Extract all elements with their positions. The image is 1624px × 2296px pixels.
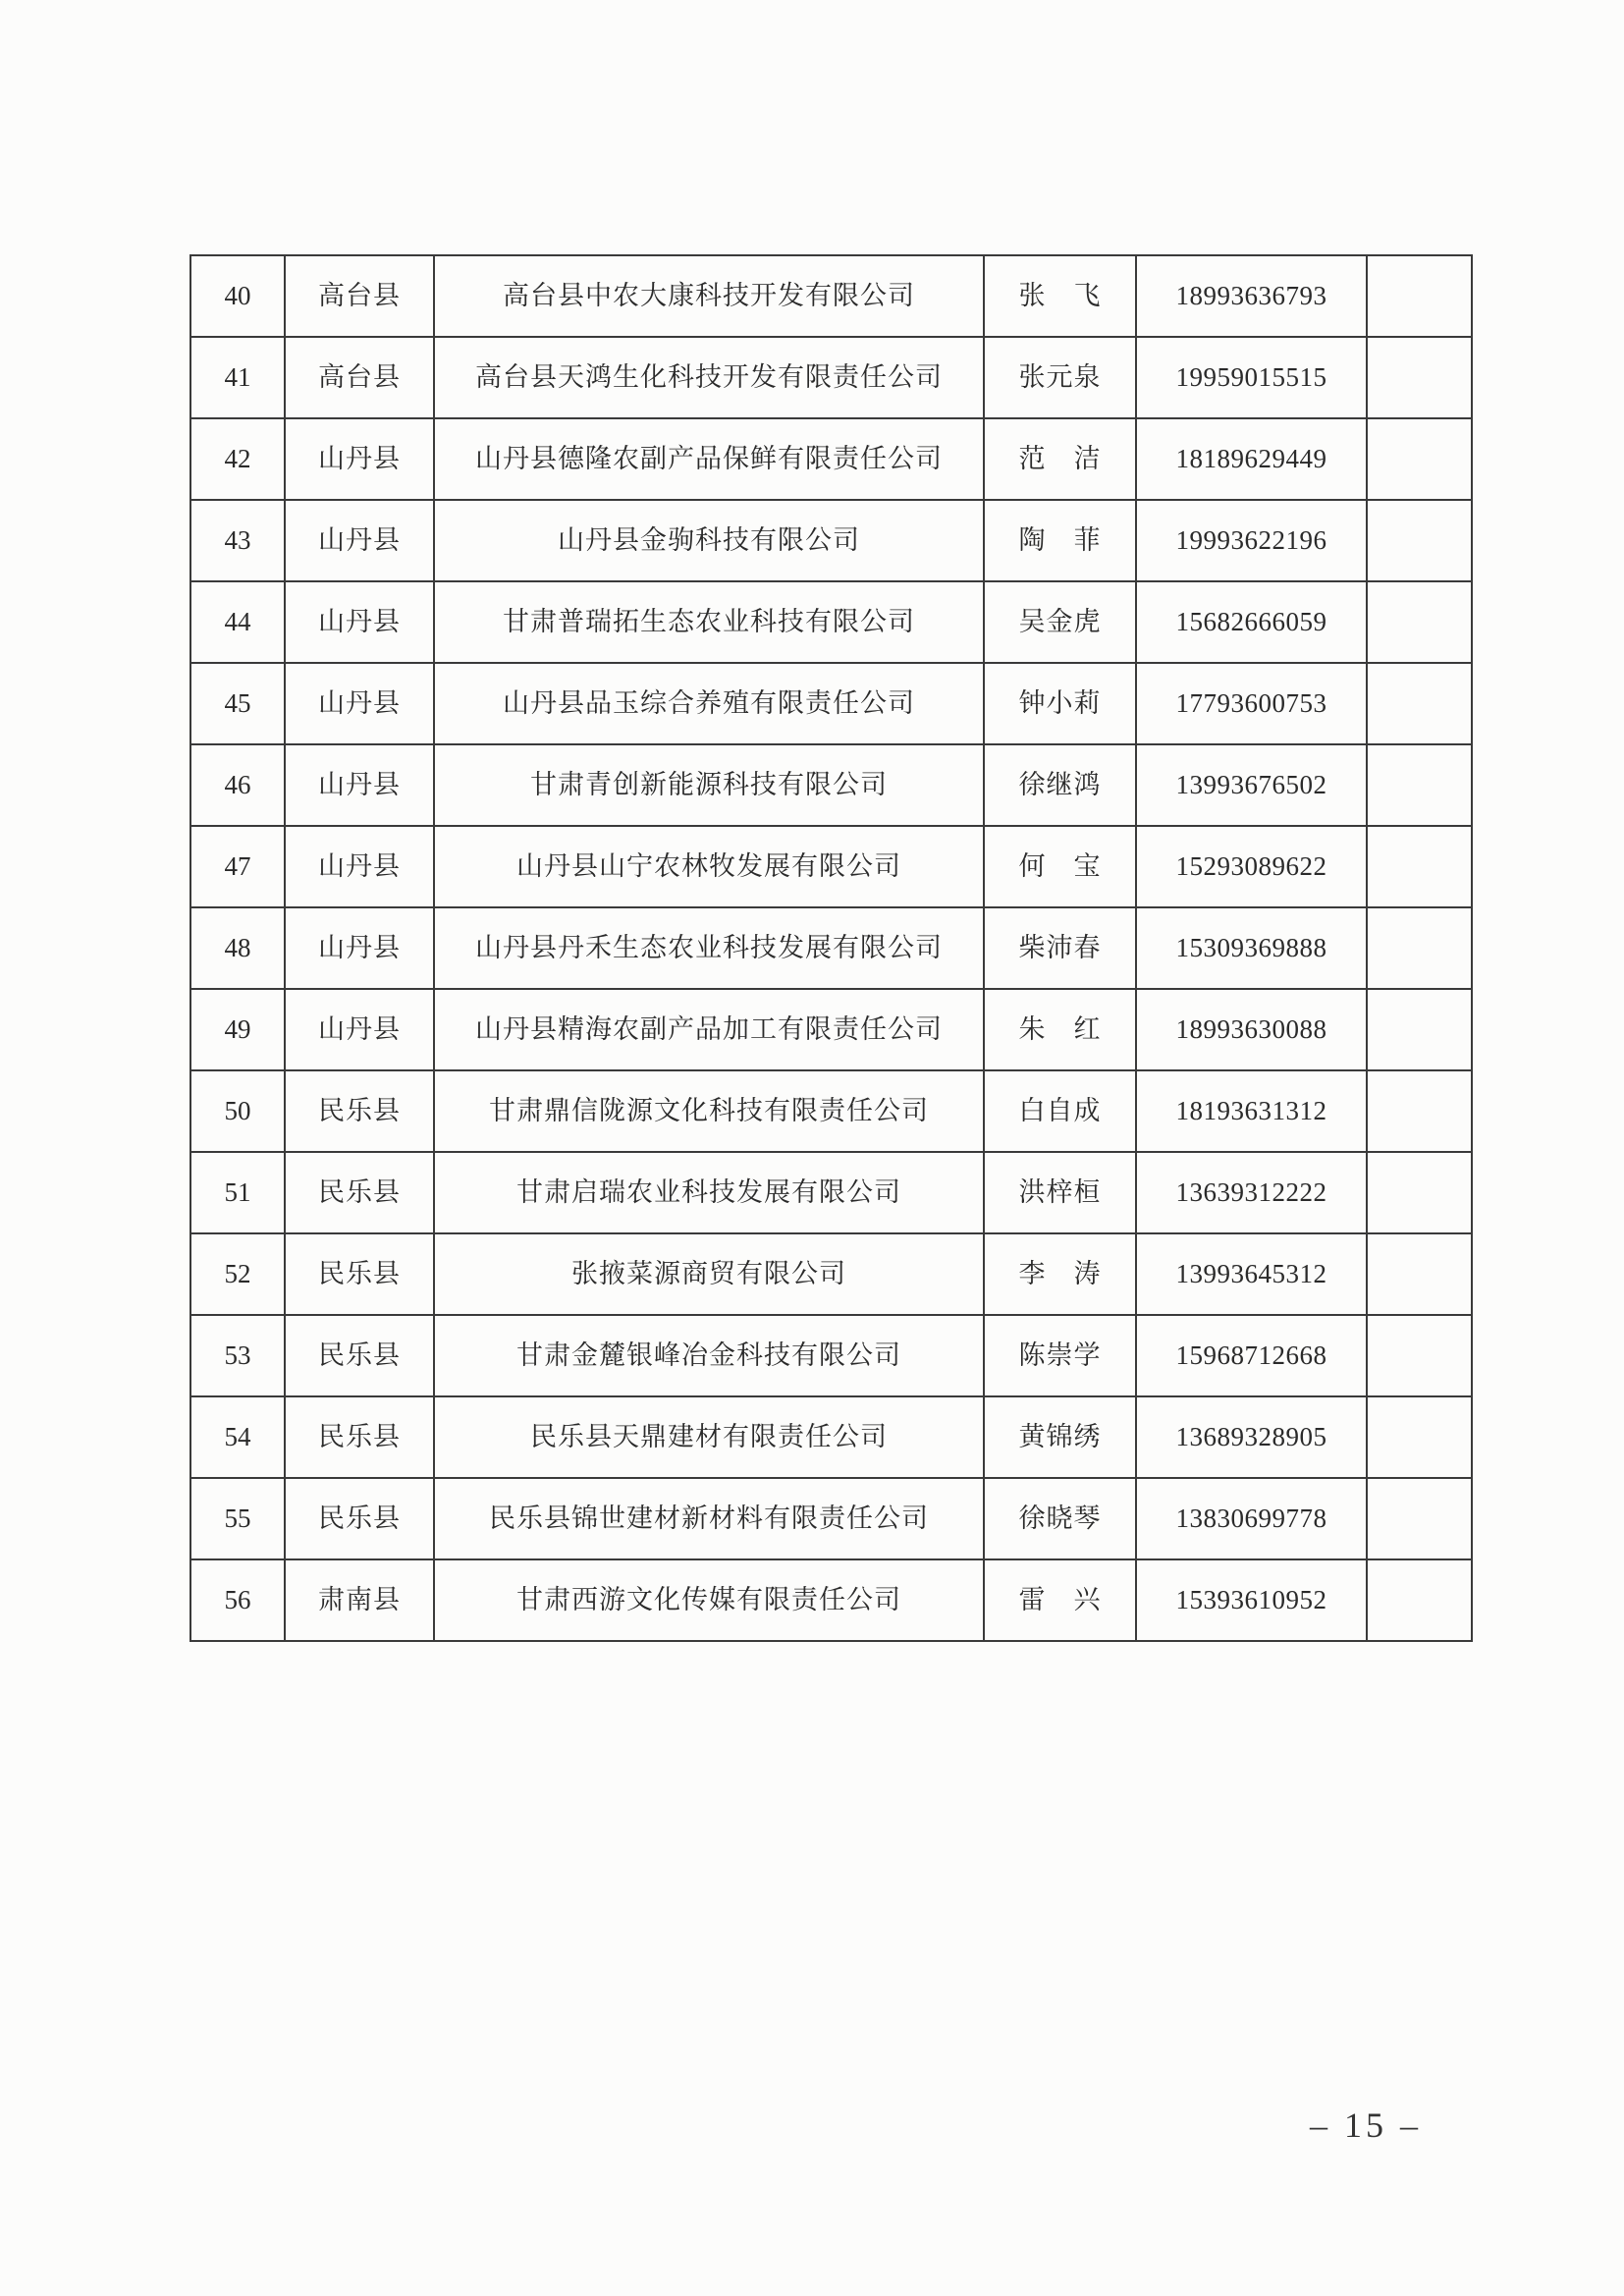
- note-cell: [1367, 744, 1472, 826]
- company-cell: 甘肃西游文化传媒有限责任公司: [434, 1559, 984, 1641]
- county-cell: 高台县: [285, 337, 434, 418]
- phone-cell: 13639312222: [1136, 1152, 1367, 1233]
- county-cell: 民乐县: [285, 1233, 434, 1315]
- table-row: [190, 663, 1472, 744]
- table-row: [190, 500, 1472, 581]
- phone-cell: 13993645312: [1136, 1233, 1367, 1315]
- table-row: [190, 1396, 1472, 1478]
- county-cell: 山丹县: [285, 418, 434, 500]
- note-cell: [1367, 1559, 1472, 1641]
- row-number: 40: [190, 255, 285, 337]
- county-cell: 民乐县: [285, 1396, 434, 1478]
- note-cell: [1367, 1478, 1472, 1559]
- table-row: [190, 1070, 1472, 1152]
- contact-cell: 李 涛: [984, 1233, 1136, 1315]
- contact-cell: 雷 兴: [984, 1559, 1136, 1641]
- county-cell: 山丹县: [285, 581, 434, 663]
- row-number: 44: [190, 581, 285, 663]
- row-number: 56: [190, 1559, 285, 1641]
- phone-cell: 17793600753: [1136, 663, 1367, 744]
- phone-cell: 18993636793: [1136, 255, 1367, 337]
- county-cell: 民乐县: [285, 1070, 434, 1152]
- contact-cell: 黄锦绣: [984, 1396, 1136, 1478]
- table-body: [190, 255, 1472, 1641]
- row-number: 47: [190, 826, 285, 907]
- row-number: 43: [190, 500, 285, 581]
- contact-cell: 白自成: [984, 1070, 1136, 1152]
- phone-cell: 15682666059: [1136, 581, 1367, 663]
- phone-cell: 19959015515: [1136, 337, 1367, 418]
- note-cell: [1367, 581, 1472, 663]
- contact-cell: 洪梓桓: [984, 1152, 1136, 1233]
- company-cell: 山丹县丹禾生态农业科技发展有限公司: [434, 907, 984, 989]
- county-cell: 民乐县: [285, 1478, 434, 1559]
- table-row: [190, 1233, 1472, 1315]
- table-row: [190, 337, 1472, 418]
- table-row: [190, 1478, 1472, 1559]
- row-number: 50: [190, 1070, 285, 1152]
- table-row: [190, 581, 1472, 663]
- row-number: 53: [190, 1315, 285, 1396]
- company-cell: 张掖菜源商贸有限公司: [434, 1233, 984, 1315]
- county-cell: 民乐县: [285, 1152, 434, 1233]
- contact-cell: 徐继鸿: [984, 744, 1136, 826]
- county-cell: 民乐县: [285, 1315, 434, 1396]
- county-cell: 高台县: [285, 255, 434, 337]
- county-cell: 肃南县: [285, 1559, 434, 1641]
- note-cell: [1367, 500, 1472, 581]
- note-cell: [1367, 1070, 1472, 1152]
- county-cell: 山丹县: [285, 744, 434, 826]
- table-row: [190, 1152, 1472, 1233]
- note-cell: [1367, 826, 1472, 907]
- row-number: 42: [190, 418, 285, 500]
- company-cell: 山丹县金驹科技有限公司: [434, 500, 984, 581]
- note-cell: [1367, 337, 1472, 418]
- phone-cell: 15293089622: [1136, 826, 1367, 907]
- county-cell: 山丹县: [285, 826, 434, 907]
- row-number: 54: [190, 1396, 285, 1478]
- contact-cell: 柴沛春: [984, 907, 1136, 989]
- table-row: [190, 989, 1472, 1070]
- contact-cell: 徐晓琴: [984, 1478, 1136, 1559]
- table-row: [190, 826, 1472, 907]
- phone-cell: 18189629449: [1136, 418, 1367, 500]
- phone-cell: 13830699778: [1136, 1478, 1367, 1559]
- row-number: 41: [190, 337, 285, 418]
- phone-cell: 15393610952: [1136, 1559, 1367, 1641]
- phone-cell: 18993630088: [1136, 989, 1367, 1070]
- county-cell: 山丹县: [285, 500, 434, 581]
- company-cell: 山丹县山宁农林牧发展有限公司: [434, 826, 984, 907]
- phone-cell: 15309369888: [1136, 907, 1367, 989]
- table-row: [190, 744, 1472, 826]
- phone-cell: 19993622196: [1136, 500, 1367, 581]
- phone-cell: 13993676502: [1136, 744, 1367, 826]
- contact-cell: 张元泉: [984, 337, 1136, 418]
- table-row: [190, 418, 1472, 500]
- row-number: 51: [190, 1152, 285, 1233]
- page-number: – 15 –: [1310, 2105, 1422, 2145]
- phone-cell: 15968712668: [1136, 1315, 1367, 1396]
- company-cell: 甘肃启瑞农业科技发展有限公司: [434, 1152, 984, 1233]
- company-roster-table: [189, 254, 1473, 1642]
- note-cell: [1367, 1396, 1472, 1478]
- company-cell: 高台县天鸿生化科技开发有限责任公司: [434, 337, 984, 418]
- contact-cell: 钟小莉: [984, 663, 1136, 744]
- contact-cell: 张 飞: [984, 255, 1136, 337]
- note-cell: [1367, 989, 1472, 1070]
- company-cell: 民乐县锦世建材新材料有限责任公司: [434, 1478, 984, 1559]
- row-number: 45: [190, 663, 285, 744]
- row-number: 55: [190, 1478, 285, 1559]
- company-cell: 甘肃普瑞拓生态农业科技有限公司: [434, 581, 984, 663]
- company-cell: 山丹县德隆农副产品保鲜有限责任公司: [434, 418, 984, 500]
- county-cell: 山丹县: [285, 989, 434, 1070]
- company-cell: 甘肃青创新能源科技有限公司: [434, 744, 984, 826]
- table-row: [190, 255, 1472, 337]
- phone-cell: 18193631312: [1136, 1070, 1367, 1152]
- note-cell: [1367, 1315, 1472, 1396]
- note-cell: [1367, 1152, 1472, 1233]
- contact-cell: 朱 红: [984, 989, 1136, 1070]
- note-cell: [1367, 663, 1472, 744]
- county-cell: 山丹县: [285, 907, 434, 989]
- row-number: 46: [190, 744, 285, 826]
- table-row: [190, 1315, 1472, 1396]
- county-cell: 山丹县: [285, 663, 434, 744]
- contact-cell: 吴金虎: [984, 581, 1136, 663]
- note-cell: [1367, 907, 1472, 989]
- contact-cell: 范 洁: [984, 418, 1136, 500]
- note-cell: [1367, 255, 1472, 337]
- row-number: 52: [190, 1233, 285, 1315]
- company-cell: 山丹县精海农副产品加工有限责任公司: [434, 989, 984, 1070]
- company-cell: 甘肃鼎信陇源文化科技有限责任公司: [434, 1070, 984, 1152]
- row-number: 48: [190, 907, 285, 989]
- note-cell: [1367, 418, 1472, 500]
- contact-cell: 陶 菲: [984, 500, 1136, 581]
- company-cell: 高台县中农大康科技开发有限公司: [434, 255, 984, 337]
- table-row: [190, 1559, 1472, 1641]
- contact-cell: 何 宝: [984, 826, 1136, 907]
- company-cell: 甘肃金麓银峰冶金科技有限公司: [434, 1315, 984, 1396]
- table-row: [190, 907, 1472, 989]
- company-cell: 民乐县天鼎建材有限责任公司: [434, 1396, 984, 1478]
- contact-cell: 陈崇学: [984, 1315, 1136, 1396]
- phone-cell: 13689328905: [1136, 1396, 1367, 1478]
- company-cell: 山丹县品玉综合养殖有限责任公司: [434, 663, 984, 744]
- row-number: 49: [190, 989, 285, 1070]
- note-cell: [1367, 1233, 1472, 1315]
